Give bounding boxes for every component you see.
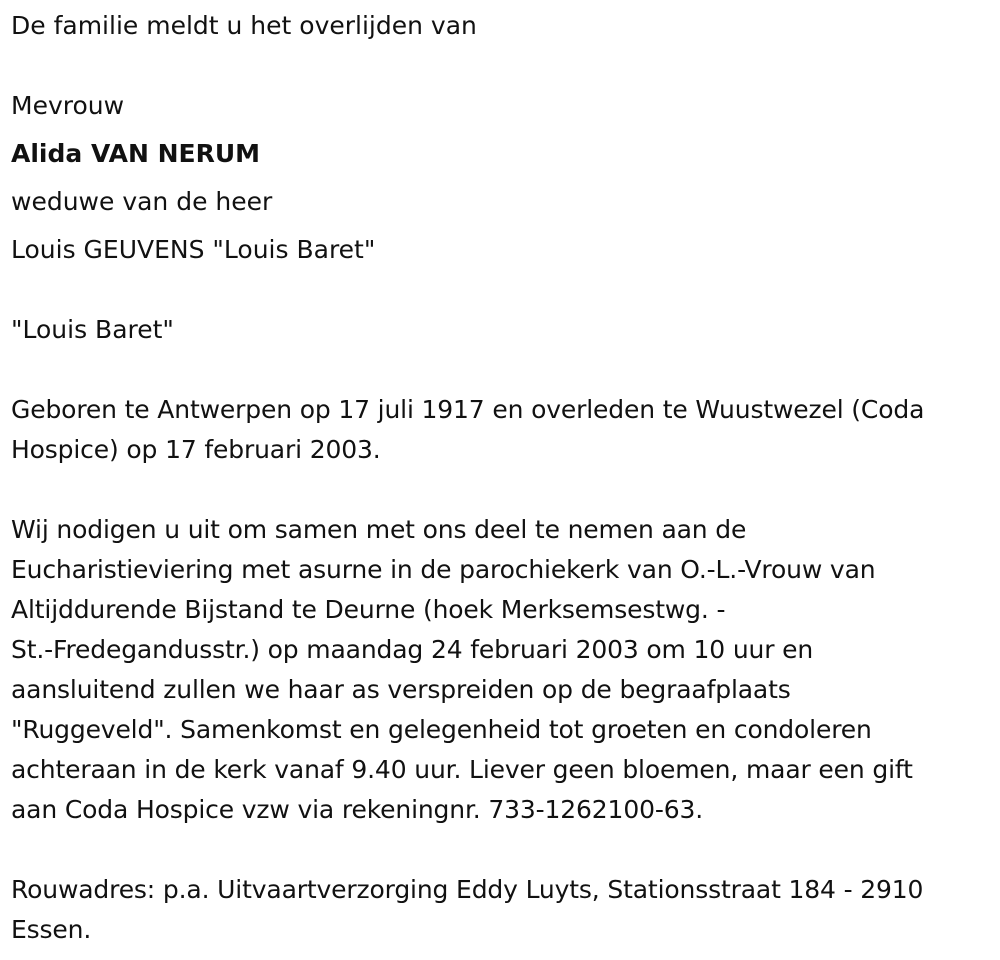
death-notice: [11, 6, 991, 950]
spacer: [11, 350, 991, 390]
spacer: [11, 46, 991, 86]
intro-text: [11, 6, 991, 46]
invitation-line: Eucharistieviering met asurne in de parochiekerk van O.-L.-Vrouw van: [11, 555, 876, 584]
invitation-line: aan Coda Hospice vzw via rekeningnr. 733-1262100-63.: [11, 795, 704, 824]
birth-death-paragraph: [11, 390, 991, 470]
invitation-line: St.-Fredegandusstr.) op maandag 24 februari 2003 om 10 uur en: [11, 635, 814, 664]
address-line: Rouwadres: p.a. Uitvaartverzorging Eddy Luyts, Stationsstraat 184 - 2910: [11, 875, 924, 904]
invitation-line: Altijddurende Bijstand te Deurne (hoek Merksemsestwg. -: [11, 595, 726, 624]
spacer: [11, 470, 991, 510]
address-line: Essen.: [11, 915, 92, 944]
deceased-name: Alida VAN NERUM: [11, 139, 261, 168]
address-paragraph: [11, 870, 991, 950]
invitation-paragraph: [11, 510, 991, 830]
invitation-line: Wij nodigen u uit om samen met ons deel te nemen aan de: [11, 515, 747, 544]
nickname-text: [11, 310, 991, 350]
invitation-line: "Ruggeveld". Samenkomst en gelegenheid tot groeten en condoleren: [11, 715, 872, 744]
intro-line: De familie meldt u het overlijden van: [11, 11, 477, 40]
birth-death-line: Hospice) op 17 februari 2003.: [11, 435, 381, 464]
title-text: Mevrouw: [11, 91, 125, 120]
spacer: [11, 270, 991, 310]
invitation-line: achteraan in de kerk vanaf 9.40 uur. Liever geen bloemen, maar een gift: [11, 755, 913, 784]
invitation-line: aansluitend zullen we haar as verspreiden op de begraafplaats: [11, 675, 791, 704]
nickname-line: "Louis Baret": [11, 315, 174, 344]
spacer: [11, 830, 991, 870]
relation-text: weduwe van de heer: [11, 187, 273, 216]
deceased-block: [11, 86, 991, 270]
spouse-name: Louis GEUVENS "Louis Baret": [11, 235, 376, 264]
birth-death-line: Geboren te Antwerpen op 17 juli 1917 en overleden te Wuustwezel (Coda: [11, 395, 925, 424]
